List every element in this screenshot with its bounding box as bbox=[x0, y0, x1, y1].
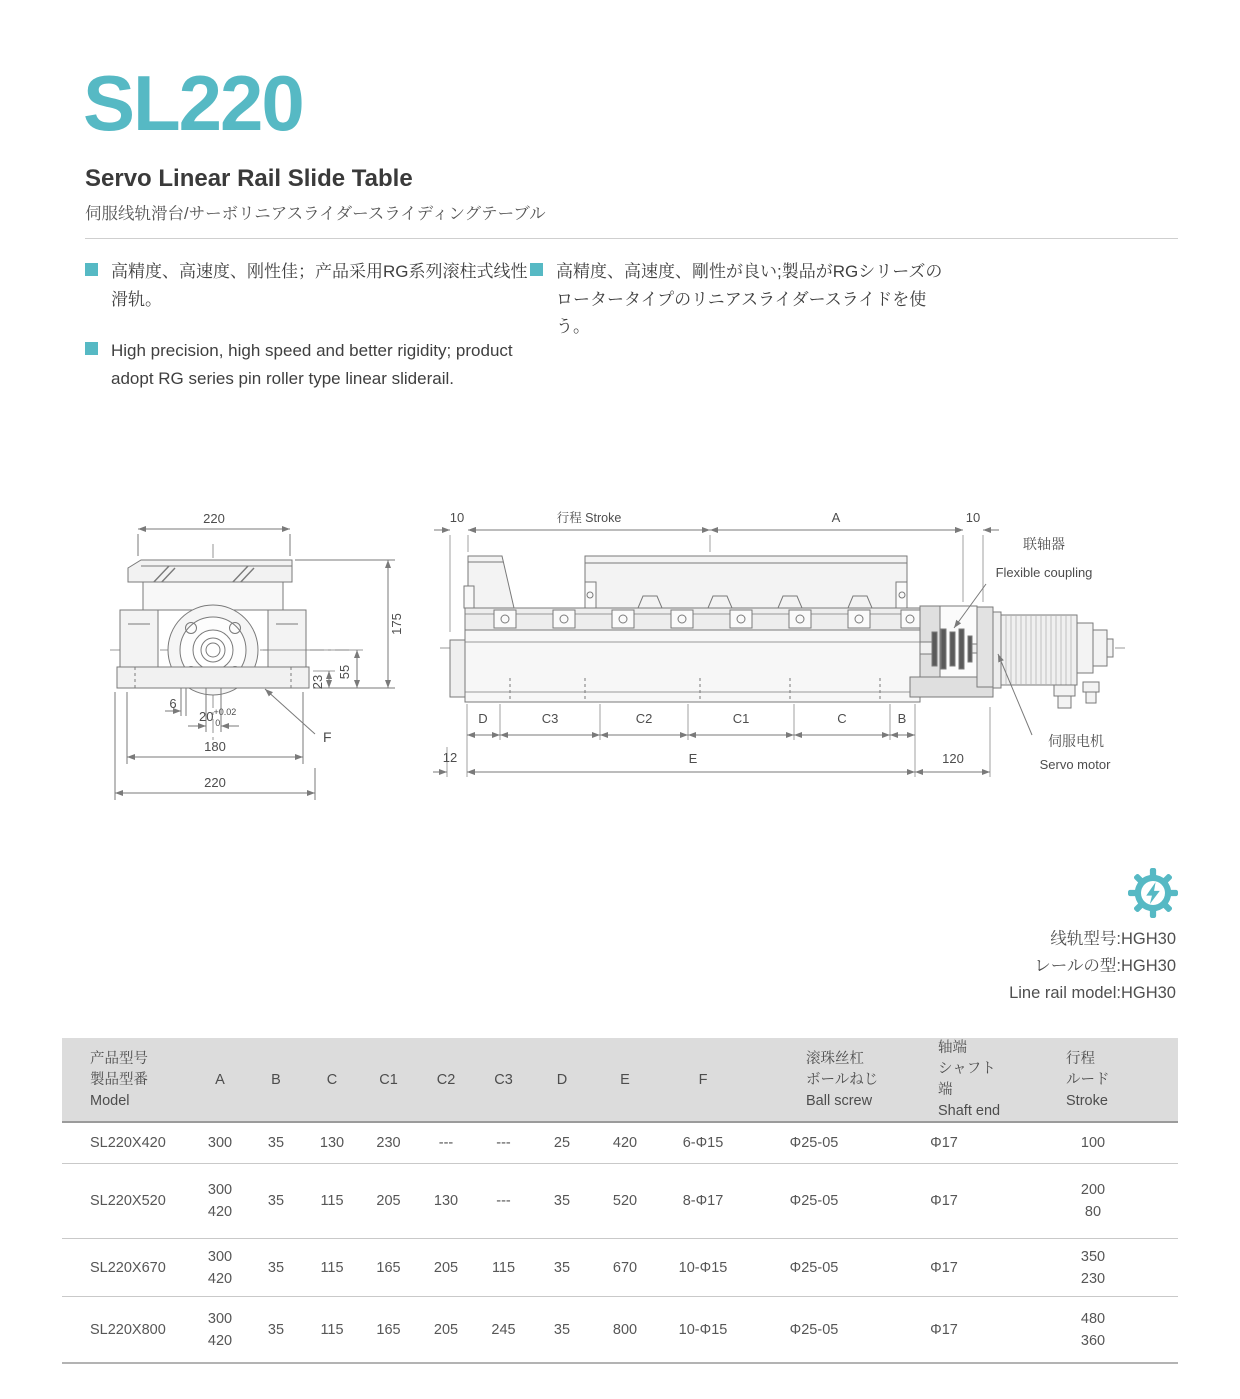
spec-table bbox=[62, 1038, 1178, 1364]
cell-c: 115 bbox=[320, 1321, 344, 1338]
cell-c: 115 bbox=[320, 1259, 344, 1276]
dim-label: 220 bbox=[204, 775, 226, 790]
dim-label: 10 bbox=[965, 510, 981, 525]
view-label-f: F bbox=[323, 729, 332, 745]
cell-c1: 165 bbox=[376, 1321, 401, 1338]
page-title: SL220 bbox=[83, 59, 303, 147]
cell-ball-screw: Φ25-05 bbox=[789, 1193, 839, 1209]
coupling-label-en: Flexible coupling bbox=[995, 565, 1093, 580]
cell-shaft-end: Φ17 bbox=[930, 1135, 958, 1151]
dim-label-tolerance: $20^{+0.02}$ 0 bbox=[199, 707, 237, 728]
cell-c2: --- bbox=[438, 1135, 454, 1151]
cell-c3: 245 bbox=[491, 1321, 516, 1338]
col-header-c: C bbox=[326, 1071, 338, 1088]
feature-item-ja bbox=[530, 258, 950, 341]
cell-f: 6-Φ15 bbox=[682, 1135, 724, 1151]
seg-label: C2 bbox=[635, 711, 653, 726]
cell-d: 35 bbox=[553, 1193, 571, 1209]
bullet-square-icon bbox=[85, 263, 98, 276]
cell-shaft-end: Φ17 bbox=[930, 1321, 958, 1338]
rail-model-zh: 线轨型号:HGH30 bbox=[1050, 930, 1176, 948]
col-header-c2: C2 bbox=[436, 1071, 456, 1088]
cell-e: 520 bbox=[612, 1193, 638, 1209]
spec-table-body bbox=[62, 1123, 1178, 1362]
motor-label-en: Servo motor bbox=[1039, 757, 1111, 772]
col-header-a: A bbox=[215, 1071, 225, 1088]
cell-e: 800 bbox=[612, 1321, 638, 1338]
cell-a: 300 420 bbox=[207, 1182, 233, 1220]
col-header-stroke: 行程 ルード Stroke bbox=[1066, 1050, 1110, 1109]
dim-label: A bbox=[831, 510, 841, 525]
bullet-square-icon bbox=[85, 342, 98, 355]
rail-model-block bbox=[1009, 926, 1176, 1007]
cell-shaft-end: Φ17 bbox=[930, 1193, 958, 1209]
cell-stroke: 480 360 bbox=[1080, 1310, 1106, 1349]
side-view-drawing bbox=[420, 492, 1165, 792]
cell-e: 670 bbox=[612, 1259, 638, 1276]
cell-f: 10-Φ15 bbox=[678, 1259, 728, 1276]
dim-label: 175 bbox=[389, 613, 404, 635]
cell-c2: 205 bbox=[433, 1321, 459, 1338]
feature-text-ja: 高精度、高速度、剛性が良い;製品がRGシリーズのロータータイプのリニアスライダースライドを使う。 bbox=[556, 262, 943, 337]
col-header-e: E bbox=[620, 1071, 630, 1088]
col-header-ball-screw: 滚珠丝杠 ボールねじ Ball screw bbox=[806, 1050, 879, 1109]
feature-item-en bbox=[85, 337, 535, 392]
servo-motor-part bbox=[977, 607, 1113, 708]
subtitle-cjk: 伺服线轨滑台/サーボリニアスライダースライディングテーブル bbox=[85, 205, 546, 223]
cell-model: SL220X420 bbox=[90, 1135, 166, 1151]
cell-shaft-end: Φ17 bbox=[930, 1259, 958, 1276]
col-header-d: D bbox=[556, 1071, 568, 1088]
cell-model: SL220X670 bbox=[90, 1259, 166, 1276]
dim-label: 55 bbox=[337, 664, 352, 680]
cell-e: 420 bbox=[612, 1135, 638, 1151]
col-header-b: B bbox=[271, 1071, 281, 1088]
cell-c2: 205 bbox=[433, 1259, 459, 1276]
bullet-square-icon bbox=[530, 263, 543, 276]
dim-label: 12 bbox=[442, 750, 458, 765]
cell-d: 35 bbox=[553, 1321, 571, 1338]
rail-model-ja: レールの型:HGH30 bbox=[1034, 957, 1176, 975]
header-divider bbox=[85, 238, 1178, 239]
feature-text-zh: 高精度、高速度、刚性佳；产品采用RG系列滚柱式线性滑轨。 bbox=[111, 262, 528, 309]
cell-a: 300 420 bbox=[207, 1248, 233, 1287]
cell-c: 130 bbox=[319, 1135, 345, 1151]
subtitle-english: Servo Linear Rail Slide Table bbox=[85, 165, 413, 192]
seg-label: D bbox=[478, 711, 488, 726]
cell-c3: 115 bbox=[491, 1259, 516, 1276]
cell-c1: 205 bbox=[376, 1193, 401, 1209]
dim-label: 23 bbox=[310, 674, 325, 690]
cell-ball-screw: Φ25-05 bbox=[789, 1259, 839, 1276]
cell-b: 35 bbox=[267, 1259, 285, 1276]
cell-ball-screw: Φ25-05 bbox=[789, 1321, 839, 1338]
cell-stroke: 100 bbox=[1080, 1135, 1106, 1151]
cell-f: 8-Φ17 bbox=[682, 1193, 724, 1209]
cell-c: 115 bbox=[320, 1193, 344, 1209]
cell-model: SL220X520 bbox=[90, 1193, 166, 1209]
table-row bbox=[62, 1163, 1178, 1238]
cell-c3: --- bbox=[496, 1135, 511, 1151]
dim-label: E bbox=[688, 751, 698, 766]
motor-label-zh: 伺服电机 bbox=[1048, 733, 1104, 749]
cell-ball-screw: Φ25-05 bbox=[789, 1135, 839, 1151]
spec-table-header bbox=[62, 1038, 1178, 1123]
cell-stroke: 350 230 bbox=[1080, 1248, 1106, 1287]
feature-item-zh bbox=[85, 258, 535, 313]
feature-column-left bbox=[85, 258, 535, 416]
cell-a: 300 420 bbox=[207, 1310, 233, 1349]
gear-lightning-icon bbox=[1128, 868, 1178, 918]
cell-b: 35 bbox=[267, 1321, 285, 1338]
coupling-label-zh: 联轴器 bbox=[1023, 536, 1065, 552]
seg-label: B bbox=[897, 711, 907, 726]
table-row bbox=[62, 1238, 1178, 1296]
front-view-drawing bbox=[95, 492, 430, 822]
seg-label: C1 bbox=[732, 711, 750, 726]
cell-f: 10-Φ15 bbox=[678, 1321, 728, 1338]
table-row bbox=[62, 1123, 1178, 1163]
seg-label: C bbox=[837, 711, 847, 726]
table-row bbox=[62, 1296, 1178, 1362]
cell-c3: --- bbox=[496, 1193, 511, 1209]
cell-stroke: 200 80 bbox=[1080, 1182, 1106, 1220]
cell-a: 300 bbox=[207, 1135, 233, 1151]
dim-label: 10 bbox=[449, 510, 465, 525]
cell-b: 35 bbox=[267, 1135, 285, 1151]
dim-label: 220 bbox=[203, 511, 225, 526]
col-header-c3: C3 bbox=[494, 1071, 513, 1088]
rail-model-en: Line rail model:HGH30 bbox=[1009, 984, 1176, 1002]
cell-d: 25 bbox=[553, 1135, 571, 1151]
cell-d: 35 bbox=[553, 1259, 571, 1276]
feature-text-en: High precision, high speed and better rigidity; product adopt RG series pin roller type linear sliderail. bbox=[111, 341, 513, 388]
cell-model: SL220X800 bbox=[90, 1321, 166, 1338]
col-header-c1: C1 bbox=[379, 1071, 398, 1088]
cell-c2: 130 bbox=[433, 1193, 459, 1209]
dim-label: 6 bbox=[169, 696, 177, 711]
feature-column-right bbox=[530, 258, 950, 365]
dim-label-stroke: 行程 Stroke bbox=[556, 511, 622, 525]
dim-label: 180 bbox=[204, 739, 226, 754]
cell-b: 35 bbox=[267, 1193, 285, 1209]
cell-c1: 230 bbox=[376, 1135, 401, 1151]
col-header-model: 产品型号 製品型番 Model bbox=[90, 1050, 148, 1109]
dim-label: 120 bbox=[942, 751, 964, 766]
col-header-f: F bbox=[698, 1071, 708, 1088]
seg-label: C3 bbox=[541, 711, 559, 726]
cell-c1: 165 bbox=[376, 1259, 401, 1276]
col-header-shaft-end: 轴端 シャフト端 Shaft end bbox=[938, 1040, 1001, 1119]
